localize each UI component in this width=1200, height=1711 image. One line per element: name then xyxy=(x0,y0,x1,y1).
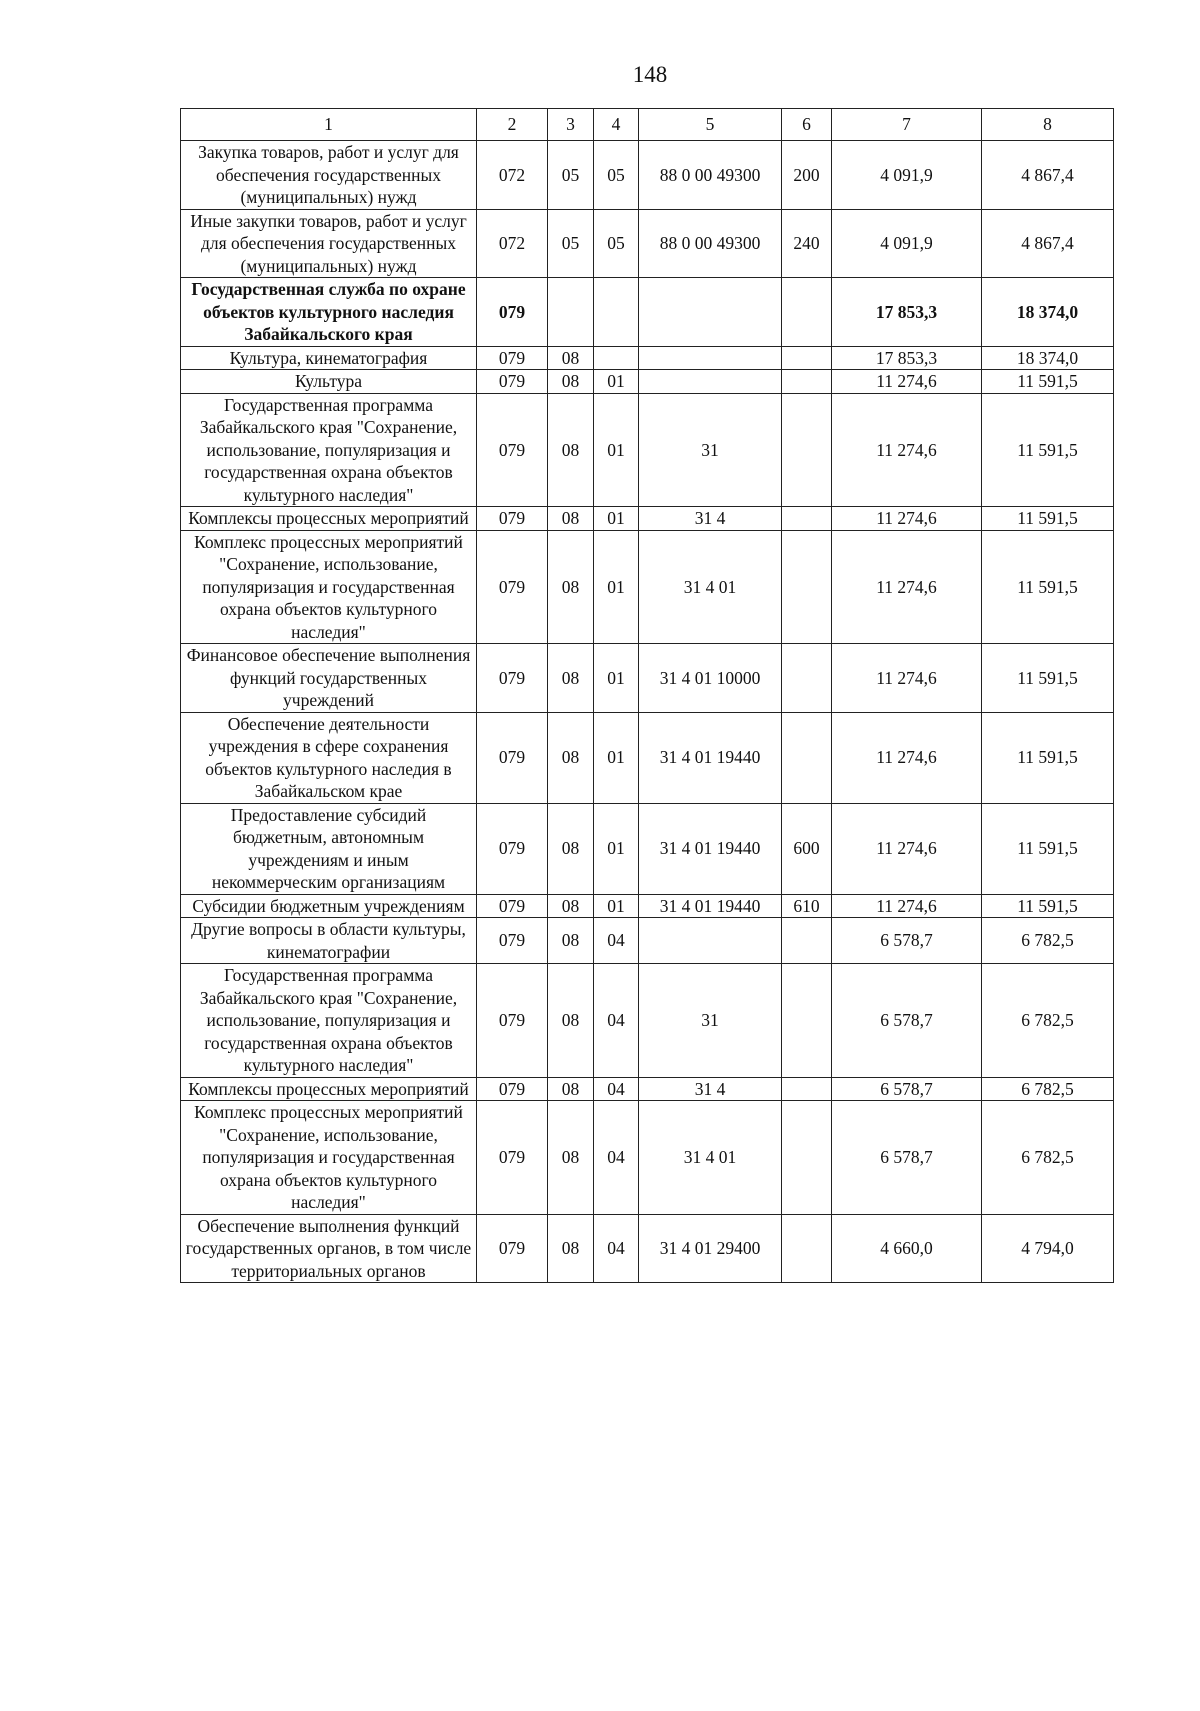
page-number: 148 xyxy=(632,62,668,87)
amount-year-1-cell: 4 091,9 xyxy=(832,209,982,278)
section-cell: 08 xyxy=(548,712,594,803)
amount-year-1-cell: 11 274,6 xyxy=(832,712,982,803)
expense-type-cell xyxy=(782,1101,832,1215)
table-row xyxy=(181,803,1114,894)
admin-code-cell: 079 xyxy=(477,530,548,644)
admin-code-cell: 072 xyxy=(477,209,548,278)
target-article-cell: 31 4 01 xyxy=(639,1101,782,1215)
row-name-cell: Другие вопросы в области культуры, кинематографии xyxy=(181,918,477,964)
amount-year-2-cell: 18 374,0 xyxy=(982,278,1114,347)
column-header: 8 xyxy=(982,109,1114,141)
target-article-cell xyxy=(639,278,782,347)
subsection-cell xyxy=(594,278,639,347)
admin-code-cell: 079 xyxy=(477,370,548,394)
row-name-cell: Комплекс процессных мероприятий "Сохранение, использование, популяризация и государственная охрана объектов культурного наследия" xyxy=(181,1101,477,1215)
target-article-cell xyxy=(639,918,782,964)
amount-year-1-cell: 4 091,9 xyxy=(832,141,982,210)
table-row xyxy=(181,712,1114,803)
amount-year-1-cell: 11 274,6 xyxy=(832,393,982,507)
target-article-cell: 31 4 xyxy=(639,1077,782,1101)
subsection-cell: 01 xyxy=(594,712,639,803)
target-article-cell xyxy=(639,346,782,370)
amount-year-1-cell: 11 274,6 xyxy=(832,507,982,531)
admin-code-cell: 079 xyxy=(477,1077,548,1101)
amount-year-2-cell: 11 591,5 xyxy=(982,370,1114,394)
expense-type-cell: 200 xyxy=(782,141,832,210)
target-article-cell: 31 4 01 19440 xyxy=(639,803,782,894)
amount-year-1-cell: 4 660,0 xyxy=(832,1214,982,1283)
target-article-cell: 31 4 01 10000 xyxy=(639,644,782,713)
amount-year-1-cell: 17 853,3 xyxy=(832,346,982,370)
target-article-cell: 31 4 01 19440 xyxy=(639,712,782,803)
column-header: 1 xyxy=(181,109,477,141)
column-header: 5 xyxy=(639,109,782,141)
subsection-cell: 01 xyxy=(594,644,639,713)
expense-type-cell xyxy=(782,370,832,394)
admin-code-cell: 079 xyxy=(477,393,548,507)
table-row xyxy=(181,644,1114,713)
section-cell: 08 xyxy=(548,1077,594,1101)
table-row xyxy=(181,1101,1114,1215)
table-row xyxy=(181,278,1114,347)
admin-code-cell: 079 xyxy=(477,644,548,713)
section-cell: 08 xyxy=(548,1101,594,1215)
expense-type-cell: 240 xyxy=(782,209,832,278)
expense-type-cell xyxy=(782,644,832,713)
amount-year-1-cell: 6 578,7 xyxy=(832,1077,982,1101)
amount-year-1-cell: 6 578,7 xyxy=(832,1101,982,1215)
expense-type-cell xyxy=(782,712,832,803)
row-name-cell: Государственная программа Забайкальского края "Сохранение, использование, популяризация и государственная охрана объектов культурного наследия" xyxy=(181,393,477,507)
section-cell: 08 xyxy=(548,918,594,964)
target-article-cell: 31 4 xyxy=(639,507,782,531)
amount-year-2-cell: 4 867,4 xyxy=(982,209,1114,278)
expense-type-cell xyxy=(782,964,832,1078)
target-article-cell: 31 xyxy=(639,964,782,1078)
amount-year-2-cell: 18 374,0 xyxy=(982,346,1114,370)
table-row xyxy=(181,393,1114,507)
table-row xyxy=(181,964,1114,1078)
target-article-cell: 31 4 01 xyxy=(639,530,782,644)
amount-year-2-cell: 4 867,4 xyxy=(982,141,1114,210)
row-name-cell: Комплексы процессных мероприятий xyxy=(181,1077,477,1101)
expense-type-cell xyxy=(782,278,832,347)
expense-type-cell xyxy=(782,393,832,507)
amount-year-2-cell: 6 782,5 xyxy=(982,1077,1114,1101)
amount-year-2-cell: 4 794,0 xyxy=(982,1214,1114,1283)
table-row xyxy=(181,530,1114,644)
amount-year-2-cell: 11 591,5 xyxy=(982,507,1114,531)
section-cell: 08 xyxy=(548,370,594,394)
expense-type-cell xyxy=(782,1214,832,1283)
table-row xyxy=(181,141,1114,210)
target-article-cell: 88 0 00 49300 xyxy=(639,141,782,210)
section-cell: 08 xyxy=(548,530,594,644)
subsection-cell: 04 xyxy=(594,918,639,964)
target-article-cell: 31 xyxy=(639,393,782,507)
table-row xyxy=(181,1077,1114,1101)
section-cell: 08 xyxy=(548,894,594,918)
section-cell: 08 xyxy=(548,346,594,370)
table-header-row xyxy=(181,109,1114,141)
subsection-cell: 05 xyxy=(594,209,639,278)
amount-year-2-cell: 11 591,5 xyxy=(982,712,1114,803)
subsection-cell: 01 xyxy=(594,894,639,918)
amount-year-1-cell: 11 274,6 xyxy=(832,644,982,713)
subsection-cell: 01 xyxy=(594,393,639,507)
expense-type-cell xyxy=(782,918,832,964)
column-header: 2 xyxy=(477,109,548,141)
table-row xyxy=(181,894,1114,918)
table-row xyxy=(181,1214,1114,1283)
row-name-cell: Комплекс процессных мероприятий "Сохранение, использование, популяризация и государственная охрана объектов культурного наследия" xyxy=(181,530,477,644)
subsection-cell: 04 xyxy=(594,1214,639,1283)
target-article-cell: 31 4 01 19440 xyxy=(639,894,782,918)
row-name-cell: Обеспечение деятельности учреждения в сфере сохранения объектов культурного наследия в Забайкальском крае xyxy=(181,712,477,803)
admin-code-cell: 079 xyxy=(477,507,548,531)
admin-code-cell: 079 xyxy=(477,964,548,1078)
table-row xyxy=(181,918,1114,964)
amount-year-1-cell: 6 578,7 xyxy=(832,964,982,1078)
column-header: 7 xyxy=(832,109,982,141)
subsection-cell: 01 xyxy=(594,803,639,894)
row-name-cell: Обеспечение выполнения функций государственных органов, в том числе территориальных органов xyxy=(181,1214,477,1283)
expense-type-cell: 600 xyxy=(782,803,832,894)
amount-year-1-cell: 11 274,6 xyxy=(832,370,982,394)
admin-code-cell: 072 xyxy=(477,141,548,210)
amount-year-2-cell: 11 591,5 xyxy=(982,894,1114,918)
expense-type-cell xyxy=(782,346,832,370)
budget-table xyxy=(180,108,1114,1283)
section-cell: 08 xyxy=(548,393,594,507)
amount-year-1-cell: 17 853,3 xyxy=(832,278,982,347)
target-article-cell xyxy=(639,370,782,394)
expense-type-cell xyxy=(782,507,832,531)
column-header: 3 xyxy=(548,109,594,141)
section-cell: 08 xyxy=(548,964,594,1078)
subsection-cell: 04 xyxy=(594,1101,639,1215)
section-cell xyxy=(548,278,594,347)
amount-year-1-cell: 11 274,6 xyxy=(832,803,982,894)
row-name-cell: Культура xyxy=(181,370,477,394)
amount-year-1-cell: 11 274,6 xyxy=(832,894,982,918)
amount-year-1-cell: 11 274,6 xyxy=(832,530,982,644)
table-row xyxy=(181,346,1114,370)
row-name-cell: Государственная программа Забайкальского края "Сохранение, использование, популяризация и государственная охрана объектов культурного наследия" xyxy=(181,964,477,1078)
subsection-cell: 01 xyxy=(594,507,639,531)
amount-year-1-cell: 6 578,7 xyxy=(832,918,982,964)
admin-code-cell: 079 xyxy=(477,346,548,370)
subsection-cell: 05 xyxy=(594,141,639,210)
table-row xyxy=(181,209,1114,278)
column-header: 4 xyxy=(594,109,639,141)
table-row xyxy=(181,370,1114,394)
amount-year-2-cell: 6 782,5 xyxy=(982,918,1114,964)
section-cell: 08 xyxy=(548,644,594,713)
subsection-cell: 01 xyxy=(594,530,639,644)
subsection-cell: 04 xyxy=(594,1077,639,1101)
row-name-cell: Предоставление субсидий бюджетным, автономным учреждениям и иным некоммерческим организациям xyxy=(181,803,477,894)
target-article-cell: 88 0 00 49300 xyxy=(639,209,782,278)
section-cell: 05 xyxy=(548,209,594,278)
section-cell: 08 xyxy=(548,803,594,894)
admin-code-cell: 079 xyxy=(477,918,548,964)
amount-year-2-cell: 11 591,5 xyxy=(982,393,1114,507)
amount-year-2-cell: 11 591,5 xyxy=(982,803,1114,894)
row-name-cell: Закупка товаров, работ и услуг для обеспечения государственных (муниципальных) нужд xyxy=(181,141,477,210)
section-cell: 08 xyxy=(548,507,594,531)
expense-type-cell xyxy=(782,530,832,644)
column-header: 6 xyxy=(782,109,832,141)
row-name-cell: Культура, кинематография xyxy=(181,346,477,370)
amount-year-2-cell: 6 782,5 xyxy=(982,1101,1114,1215)
admin-code-cell: 079 xyxy=(477,278,548,347)
admin-code-cell: 079 xyxy=(477,712,548,803)
admin-code-cell: 079 xyxy=(477,803,548,894)
subsection-cell xyxy=(594,346,639,370)
expense-type-cell: 610 xyxy=(782,894,832,918)
row-name-cell: Иные закупки товаров, работ и услуг для обеспечения государственных (муниципальных) нужд xyxy=(181,209,477,278)
target-article-cell: 31 4 01 29400 xyxy=(639,1214,782,1283)
row-name-cell: Субсидии бюджетным учреждениям xyxy=(181,894,477,918)
section-cell: 08 xyxy=(548,1214,594,1283)
table-row xyxy=(181,507,1114,531)
amount-year-2-cell: 11 591,5 xyxy=(982,530,1114,644)
subsection-cell: 04 xyxy=(594,964,639,1078)
row-name-cell: Комплексы процессных мероприятий xyxy=(181,507,477,531)
admin-code-cell: 079 xyxy=(477,1101,548,1215)
subsection-cell: 01 xyxy=(594,370,639,394)
section-cell: 05 xyxy=(548,141,594,210)
expense-type-cell xyxy=(782,1077,832,1101)
amount-year-2-cell: 11 591,5 xyxy=(982,644,1114,713)
admin-code-cell: 079 xyxy=(477,1214,548,1283)
amount-year-2-cell: 6 782,5 xyxy=(982,964,1114,1078)
row-name-cell: Финансовое обеспечение выполнения функций государственных учреждений xyxy=(181,644,477,713)
admin-code-cell: 079 xyxy=(477,894,548,918)
row-name-cell: Государственная служба по охране объектов культурного наследия Забайкальского края xyxy=(181,278,477,347)
